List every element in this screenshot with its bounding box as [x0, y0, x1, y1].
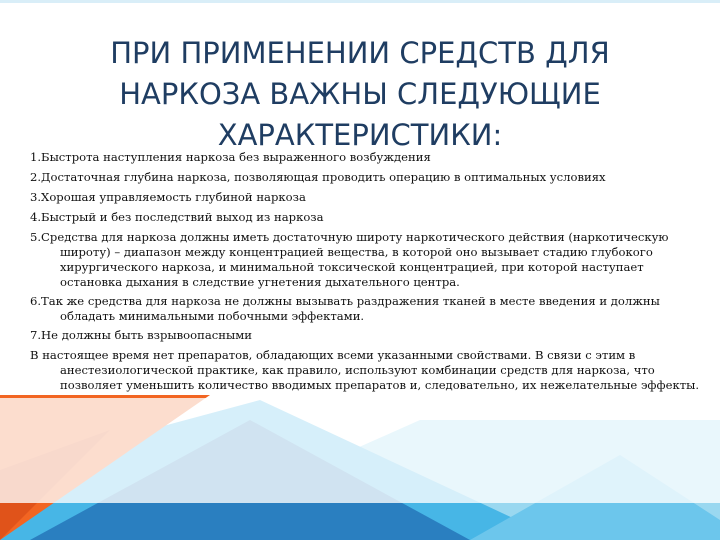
list-item: 6.Так же средства для наркоза не должны вызывать раздражения тканей в месте введения и должны обладать минимальными побочными эффектами. — [30, 294, 660, 323]
list-item: 1.Быстрота наступления наркоза без выраженного возбуждения — [30, 150, 431, 164]
slide-title-line-2: НАРКОЗА ВАЖНЫ СЛЕДУЮЩИЕ — [119, 77, 601, 112]
list-item: 5.Средства для наркоза должны иметь достаточную широту наркотического действия (наркотическую широту) – диапазон между концентрацией вещества, в которой оно вызывает стадию глубокого хирургического наркоза, и минимальной токсической концентрацией, при которой наступает остановка дыхания в следствие угнетения дыхательного центра. — [30, 230, 669, 289]
slide-title-line-1: ПРИ ПРИМЕНЕНИИ СРЕДСТВ ДЛЯ — [110, 36, 610, 71]
list-item: 2.Достаточная глубина наркоза, позволяющая проводить операцию в оптимальных условиях — [30, 170, 606, 184]
slide-title-line-3: ХАРАКТЕРИСТИКИ: — [217, 118, 503, 153]
list-item: 7.Не должны быть взрывоопасными — [30, 328, 252, 342]
conclusion-paragraph: В настоящее время нет препаратов, обладающих всеми указанными свойствами. В связи с этим в анестезиологической практике, как правило, используют комбинации средств для наркоза, что позволяет уменьшить количество вводимых препаратов и, следовательно, их нежелательные эффекты. — [30, 348, 700, 392]
slide-title — [70, 33, 650, 156]
list-item: 4.Быстрый и без последствий выход из наркоза — [30, 210, 324, 224]
list-item: 3.Хорошая управляемость глубиной наркоза — [30, 190, 306, 204]
characteristics-list — [30, 150, 702, 398]
text-panel — [0, 398, 720, 503]
top-edge-accent — [0, 0, 720, 3]
